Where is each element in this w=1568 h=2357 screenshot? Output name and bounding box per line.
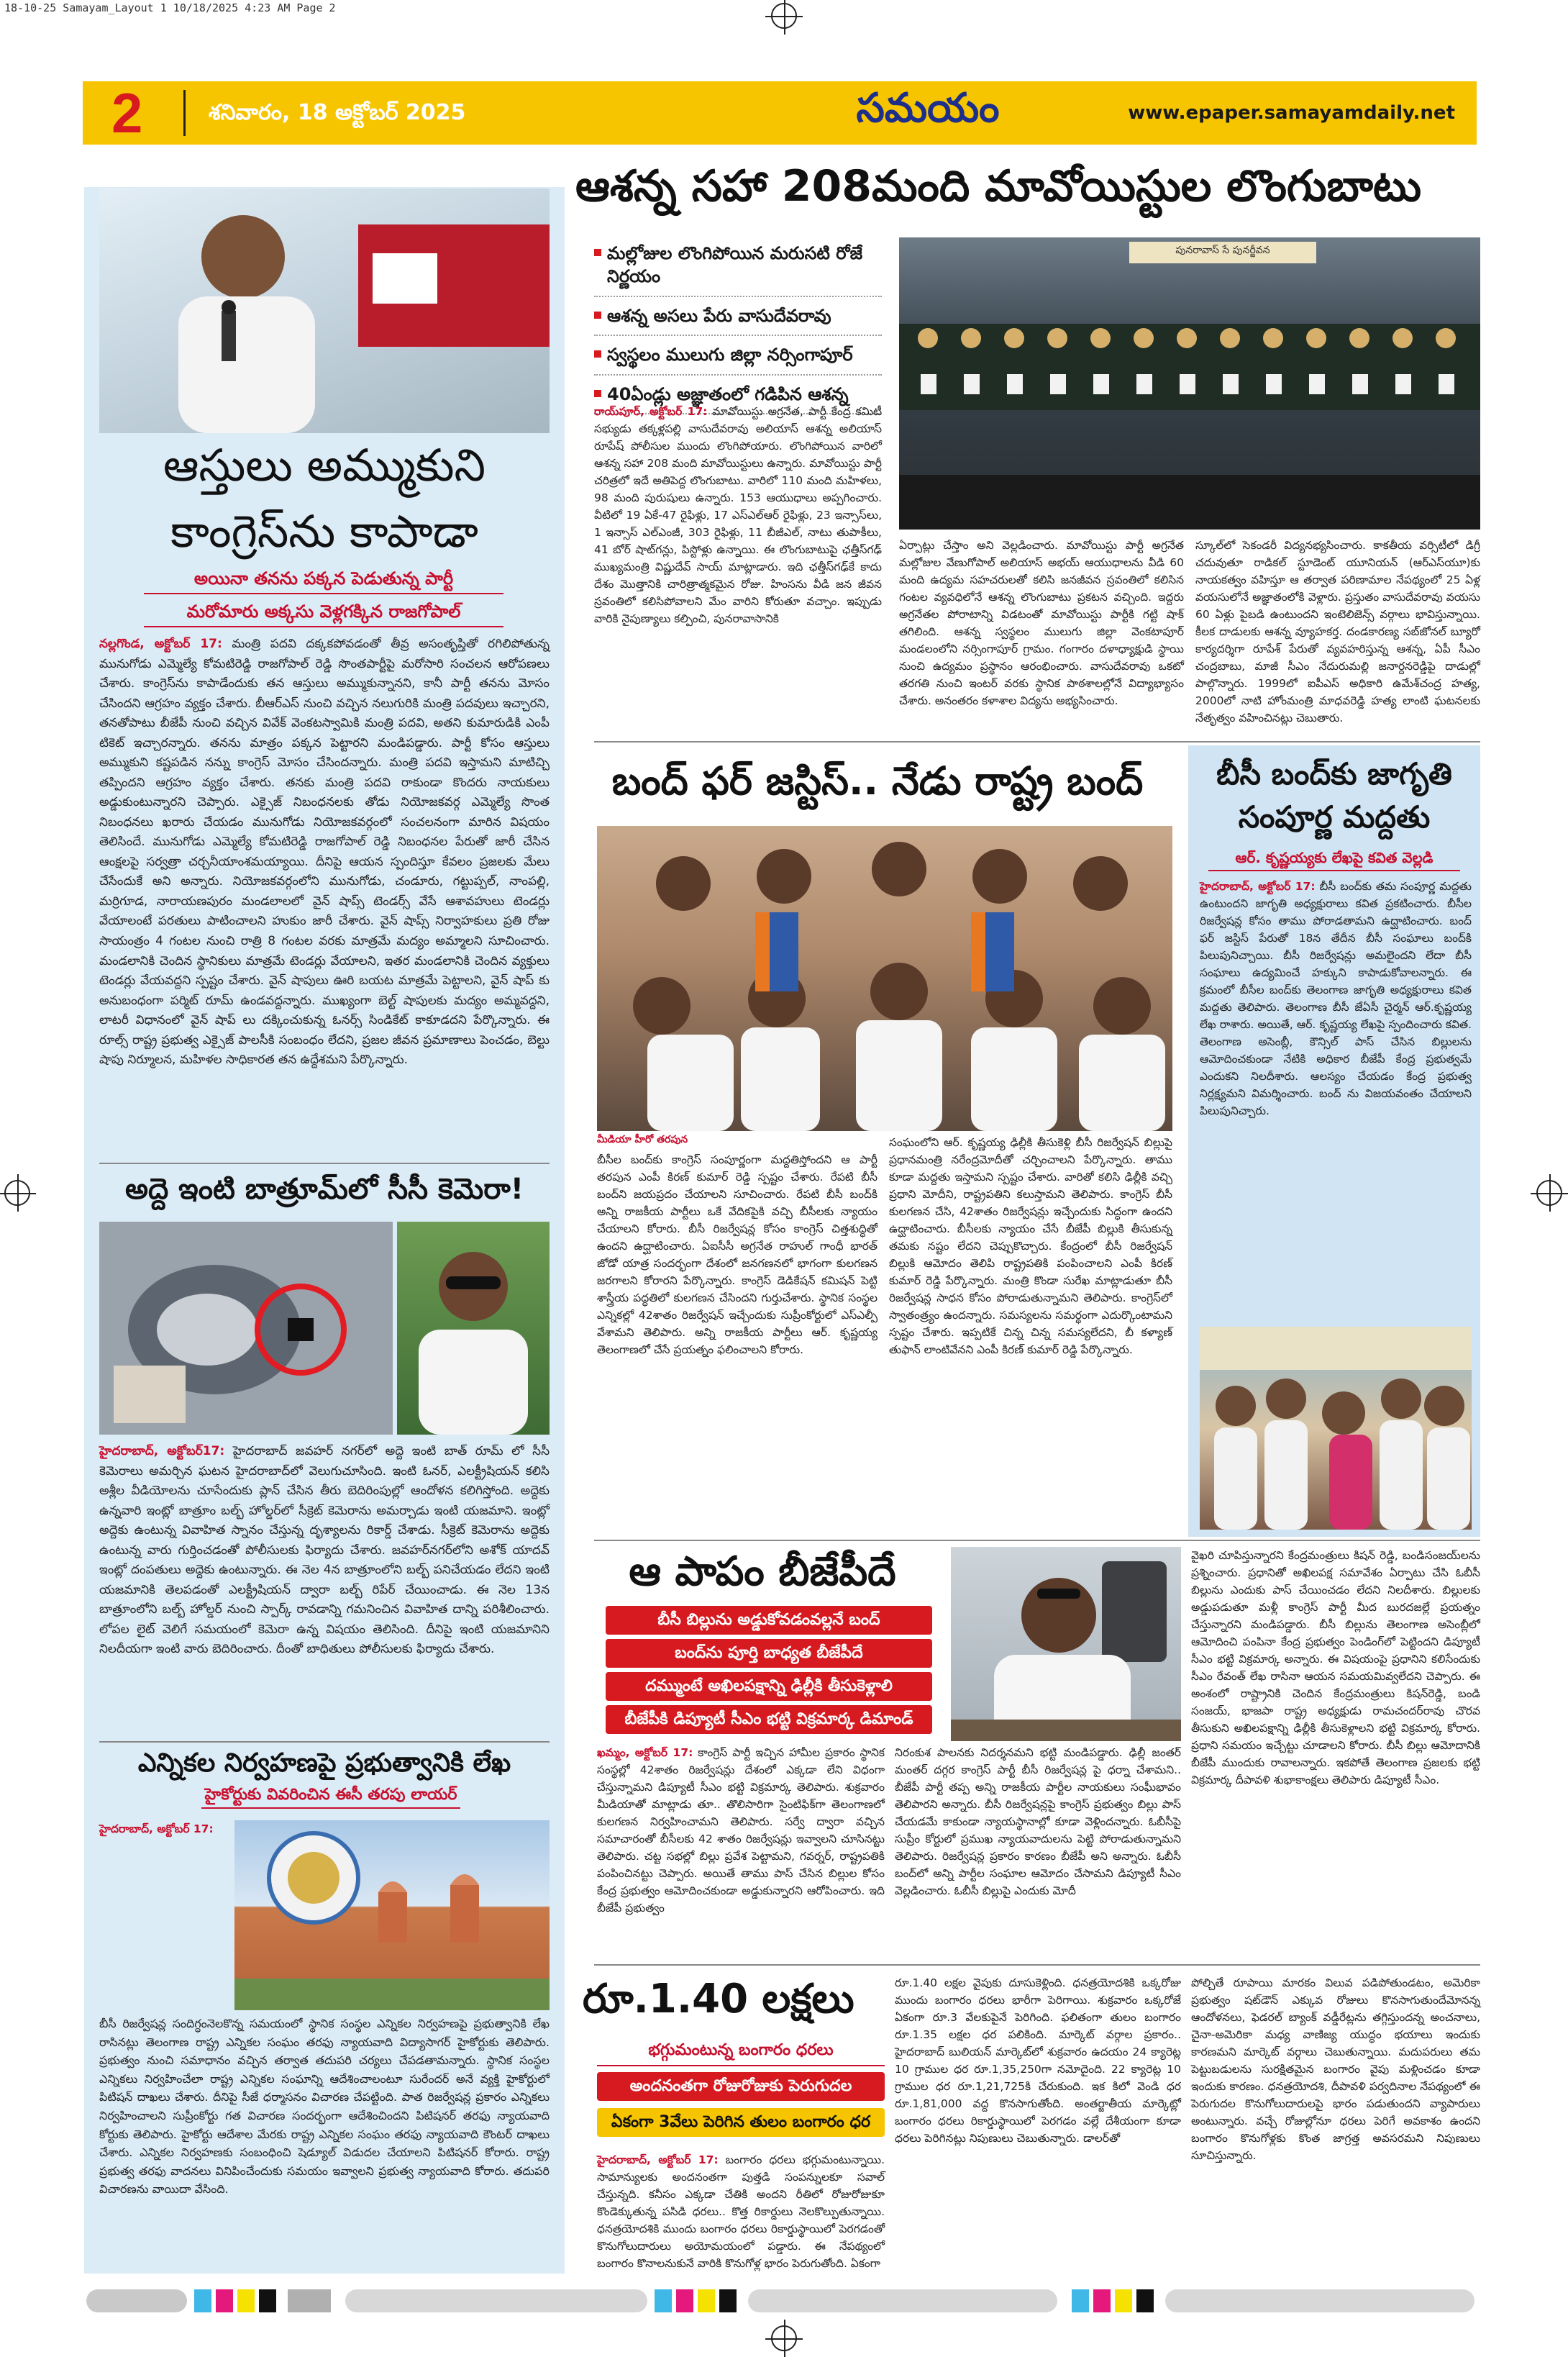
mid-rule xyxy=(594,1540,1480,1541)
main-bullet-1: మల్లోజుల లొంగిపోయిన మరుసటి రోజే నిర్ణయం xyxy=(594,235,882,297)
main-bullet-3: స్వస్థలం ములుగు జిల్లా నర్సింగాపూర్ xyxy=(594,336,882,375)
cctv-device-photo xyxy=(99,1222,393,1435)
registration-mark-left-icon xyxy=(4,1180,30,1206)
rajagopal-kicker-1: అయినా తనను పక్కన పెడుతున్న పార్టీ xyxy=(144,568,503,594)
strip-cyan-2 xyxy=(655,2289,672,2312)
page-number: 2 xyxy=(111,81,143,145)
main-dateline: రాయ్‌పూర్, అక్టోబర్ 17: xyxy=(594,405,708,418)
surrender-photo xyxy=(899,237,1480,530)
strip-cyan-3 xyxy=(1072,2289,1089,2312)
election-kicker: హైకోర్టుకు వివరించిన ఈసీ తరపు లాయర్ xyxy=(201,1786,460,1809)
lower-rule xyxy=(594,1964,1480,1966)
bjp-pill-2: బంద్‌ను పూర్తి బాధ్యత బీజేపీదే xyxy=(606,1639,932,1668)
gold-dateline: హైదరాబాద్, అక్టోబర్ 17: xyxy=(597,2153,719,2166)
strip-magenta-2 xyxy=(676,2289,693,2312)
strip-yellow-3 xyxy=(1115,2289,1132,2312)
rajagopal-dateline: నల్లగొండ, అక్టోబర్ 17: xyxy=(99,637,222,651)
newspaper-logo: సమయం xyxy=(856,84,1000,132)
main-body-col2: ఏర్పాట్లు చేస్తాం అని వెల్లడించారు. మావోయిస్టు పార్టీ అగ్రనేత మల్లోజుల వేణుగోపాల్ అలియాస్ అభయ్ ఆయుధాలను వీడి 60 మంది ఉద్యమ సహచరులతో కలిసి జనజీవన స్రవంతిలో కలిసిన గంటల వ్యవధిలోనే ఆశన్న లొంగుబాటు ప్రకటన వచ్చింది. ఇద్దరు అగ్రనేతల పోరాటాన్ని విడటంతో మావోయిస్టు పార్టీకి గట్టి షాక్ తగిలింది. ఆశన్న స్వస్థలం ములుగు జిల్లా వెంకటాపూర్ మండలంలోని నర్సింగాపూర్ గ్రామం. గంగారం దళాధ్యాక్షుడి స్థాయి నుంచి ఉద్యమం ప్రస్థానం ఆరంభించారు. వాసుదేవరావు ఒకటో తరగతి నుంచి ఇంటర్ వరకు స్థానిక పాఠశాలల్లోనే విద్యాభ్యాసం చేశారు. అనంతరం కళాశాల విద్యను అభ్యసించారు. xyxy=(899,539,1184,708)
strip-yellow-2 xyxy=(698,2289,715,2312)
strip-magenta-3 xyxy=(1093,2289,1111,2312)
print-slug: 18-10-25 Samayam_Layout 1 10/18/2025 4:23 AM Page 2 xyxy=(4,1,336,14)
main-body-col1 xyxy=(594,403,882,712)
cctv-body-text: హైదరాబాద్ జవహర్ నగర్‌లో అద్దె ఇంటి బాత్ రూమ్ లో సీసీ కెమెరాలు అమర్చిన ఘటన హైదరాబాద్‌లో వెలుగుచూసింది. ఇంటి ఓనర్, ఎలక్ట్రీషియన్ కలిసి అశ్లీల వీడియోలను చూసేందుకు ప్లాన్ చేసిన తీరు బెదిరింపుల్లో ఆందోళన కలిగిస్తోంది. అద్దెకు ఉన్నవారి ఇంట్లో బాత్రూం బల్బ్ హోల్డర్‌లో సీక్రెట్ కెమెరాను అమర్చాడు ఇంటి యజమాని. ఇంట్లో అద్దెకు ఉంటున్న వివాహిత స్నానం చేస్తున్న దృశ్యాలను రికార్డ్ చేశాడు. సీక్రెట్ కెమెరాను అద్దెకు ఉంటున్న వారు గుర్తించడంతో పోలీసులకు ఫిర్యాదు చేశారు. జవహర్‌నగర్‌లోని అశోక్ యాదవ్ ఇంట్లో దంపతులు అద్దెకు ఉంటున్నారు. ఈ నెల 4న బాత్రూంలోని బల్బ్ పనిచేయడం లేదని ఇంటి యజమానికి తెలపడంతో ఎలక్ట్రీషియన్ ద్వారా బల్బ్ రిపేర్ చేయించాడు. ఈ నెల 13న బాత్రూంలోని బల్బ్ హోల్డర్ నుంచి స్పార్క్ రావడాన్ని గమనించిన వివాహిత దాన్ని పరిశీలించారు. లోపల లైట్ వెలిగే సమయంలో కెమెరా ఉన్న విషయం తెలిసింది. దీనిపై ఇంటి యజమానిని నిలదీయగా ఇంటి వారు బెదిరించారు. దీంతో బాధితులు పోలీసులకు ఫిర్యాదు చేశారు. xyxy=(99,1444,550,1657)
rajagopal-body xyxy=(99,635,550,1160)
strip-black xyxy=(259,2289,276,2312)
registration-mark-top-icon xyxy=(771,3,797,29)
gold-body-col1 xyxy=(597,2151,885,2274)
bjp-body-col3: వైఖరి చూపిస్తున్నారని కేంద్రమంత్రులు కిషన్ రెడ్డి, బండిసంజయ్‌లను ప్రశ్నించారు. ప్రధానితో అఖిలపక్ష సమావేశం ఏర్పాటు చేసి ఓబీసీ బిల్లును ఎందుకు పాస్ చేయించడం లేదని నిలదీశారు. బిల్లులకు అడ్డుపడుతూ మళ్లీ కాంగ్రెస్ పార్టీ మీద బురదజల్లే ప్రయత్నం చేస్తున్నారని మండిపడ్డారు. బీసీ బిల్లును తెలంగాణ అసెంబ్లీలో ఆమోదించి పంపినా కేంద్ర ప్రభుత్వం పెండింగ్‌లో పెట్టిందని డిప్యూటీ సీఎం భట్టి విక్రమార్క అన్నారు. ఈ విషయంపై ప్రధానిని కలిసేందుకు సీఎం రేవంత్ లేఖ రాసినా ఆయన సమయమివ్వలేదని చెప్పారు. ఈ అంశంలో రాష్ట్రానికి చెందిన కేంద్రమంత్రులు కిషన్‌రెడ్డి, బండి సంజయ్, భాజపా రాష్ట్ర అధ్యక్షుడు రామచందర్‌రావు చొరవ తీసుకుని అఖిలపక్షాన్ని ఢిల్లీకి తీసుకెళ్లాలని భట్టి విక్రమార్క కోరారు. ప్రధాని సమయం ఇచ్చేట్టు చూడాలని కోరారు. బీసీ బిల్లు ఆమోదానికి బీజేపీ ముందుకు రావాలన్నారు. ఇకపోతే తెలంగాణ ప్రజలకు భట్టి విక్రమార్క దీపావళి శుభాకాంక్షలు తెలిపారు డిప్యూటీ సీఎం. xyxy=(1191,1549,1480,1787)
rajagopal-photo xyxy=(99,189,550,433)
strip-black-3 xyxy=(1136,2289,1154,2312)
bandh-headline: బంద్ ఫర్ జస్టిస్.. నేడు రాష్ట్ర బంద్ xyxy=(611,758,1144,804)
bc-bandh-body xyxy=(1200,878,1472,1324)
color-calibration-strip xyxy=(0,2282,1568,2322)
rajagopal-body-text: మంత్రి పదవి దక్కకపోవడంతో తీవ్ర అసంతృప్తితో రగిలిపోతున్న మునుగోడు ఎమ్మెల్యే కోమటిరెడ్డి రాజగోపాల్ రెడ్డి సొంతపార్టీపై మరోసారి సంచలన ఆరోపణలు చేశారు. కాంగ్రెస్‌ను కాపాడేందుకు తన ఆస్తులు అమ్ముకున్నానని, కానీ పార్టీ తనను మోసం చేసిందని ఆగ్రహం వ్యక్తం చేశారు. బీఆర్ఎస్ నుంచి వచ్చిన నలుగురికి మంత్రి పదవులు ఇచ్చారని, తనతోపాటు బీజేపీ నుంచి వచ్చిన వివేక్ వెంకటస్వామికి మంత్రి పదవి, అతని కుమారుడికి ఎంపీ టికెట్ ఇచ్చారన్నారు. తనను మాత్రం పక్కన పెట్టారని మండిపడ్డారు. పార్టీ కోసం ఆస్తులు అమ్ముకుని కష్టపడిన నన్ను కాంగ్రెస్ మోసం చేసిందన్నారు. మంత్రి పదవి ఇస్తామని మాటిచ్చి తప్పిందని ఆగ్రహం వ్యక్తం చేశారు. తనకు మంత్రి పదవి రాకుండా కొందరు నాయకులు అడ్డుకుంటున్నారని చెప్పారు. ఎక్సైజ్ నిబంధనలకు తోడు నియోజకవర్గ ఎమ్మెల్యే సొంత నిబంధనలు ఖరారు చేయడం మునుగోడు నియోజకవర్గంలో సంచలనంగా మారిన విషయం తెలిసిందే. మునుగోడు ఎమ్మెల్యే కోమటిరెడ్డి రాజగోపాల్ రెడ్డి నిబంధనల పేరుతో జారీ చేసిన ఆంక్షలపై సర్వత్రా చర్చనీయాంశమయ్యాయి. దీనిపై ఆయన స్పందిస్తూ కేవలం ప్రజలకు మేలు చేసేందుకే అని అన్నారు. నియోజకవర్గంలోని మునుగోడు, చండూరు, గట్టుప్పల్, నాంపల్లి, మర్రిగూడ, నారాయణపురం మండలాలలో వైన్ షాప్స్ టెండర్స్ వేసే ఆశావహులు టెండర్లు వేయాలంటే పరతులు పాటించాలని హుకుం జారీ చేశారు. వైన్ షాప్స్ నిర్వాహకులు ప్రతి రోజు సాయంత్రం 4 గంటల నుంచి రాత్రి 8 గంటల వరకు మాత్రమే మద్యం అమ్మాలని సూచించారు. మండలానికి చెందిన స్థానికులు మాత్రమే టెండర్లు వేయాలని, ఇతర మండలానికి చెందిన వ్యక్తులు టెండర్లు వేయవద్దని స్పష్టం చేశారు. వైన్ షాపులు ఊరి బయట మాత్రమే పెట్టాలని, వైన్ షాప్ కు అనుబంధంగా పర్మిట్ రూమ్ ఉండవద్దన్నారు. ముఖ్యంగా బెల్ట్ షాపులకు మద్యం అమ్మవద్దని, లాటరీ విధానంలో వైన్ షాప్ లు దక్కించుకున్న ఓనర్స్ సిండికేట్ కాకూడదని పేర్కొన్నారు. ఈ రూల్స్ రాష్ట్ర ప్రభుత్వ ఎక్సైజ్ పాలసీకి సంబంధం లేదని, ప్రజల జీవన ప్రమాణాలు పెంచడం, బెల్టు షాపు నిర్మూలన, మహిళల సాధికారత తన ఉద్దేశమని పేర్కొన్నారు. xyxy=(99,637,550,1068)
bc-bandh-body-text: బీసీ బంద్‌కు తమ సంపూర్ణ మద్దతు ఉంటుందని జాగృతి అధ్యక్షురాలు కవిత ప్రకటించారు. బీసీల రిజర్వేషన్ల కోసం తాము పోరాడతామని ఉద్ఘాటించారు. బంద్ ఫర్ జస్టిస్ పేరుతో 18న తేదీన బీసీ సంఘాలు బంద్‌కి పిలుపునిచ్చాయి. బీసీ రిజర్వేషన్లు అమలైందని లేదా బీసీ సంఘాలు ఉద్యమించే హక్కుని కాపాడుకోవాలన్నారు. ఈ క్రమంలో బీసీల బంద్‌కు తెలంగాణ జాగృతి అధ్యక్షురాలు కవిత మద్దతు తెలిపారు. తెలంగాణ బీసీ జేఏసీ చైర్మన్ ఆర్.కృష్ణయ్య లేఖ రాశారు. అయితే, ఆర్. కృష్ణయ్య లేఖపై స్పందించారు కవిత. తెలంగాణ అసెంబ్లీ, కౌన్సిల్ పాస్ చేసిన బిల్లులను ఆమోదించకుండా నేటికి అధికార బీజేపీ కేంద్ర ప్రభుత్వమే ఎందుకని నిలదీశారు. ఆలస్యం చేయడం కేంద్ర ప్రభుత్వ నిర్లక్ష్యమని విమర్శించారు. బంద్ ను విజయవంతం చేయాలని పిలుపునిచ్చారు. xyxy=(1200,880,1472,1118)
surrender-banner-text: పునరావాస్ సే పునర్జీవన xyxy=(1175,245,1270,256)
bhatti-photo xyxy=(951,1547,1181,1741)
strip-grey-4 xyxy=(748,2289,1057,2312)
strip-yellow xyxy=(237,2289,255,2312)
cctv-headline: అద్దె ఇంటి బాత్రూమ్‌లో సీసీ కెమెరా! xyxy=(125,1173,524,1206)
main-body-col1-text: మావోయిస్టు అగ్రనేత, పార్టీ కేంద్ర కమిటీ సభ్యుడు తక్కళ్లపల్లి వాసుదేవరావు అలియాస్ ఆశన్న అలియాస్ రూపేష్ పోలీసుల ముందు లొంగిపోయారు. లొంగిపోయిన వారిలో ఆశన్న సహా 208 మంది మావోయిస్టులు ఉన్నారు. మావోయిస్టు పార్టీ చరిత్రలో ఇదే అతిపెద్ద లొంగుబాటు. వారిలో 110 మంది మహిళలు, 98 మంది పురుషులు ఉన్నారు. 153 ఆయుధాలు అప్పగించారు. వీటిలో 19 ఏకే-47 రైఫిళ్లు, 17 ఎస్ఎల్ఆర్ రైఫిళ్లు, 23 ఇన్సాస్‌లు, 1 ఇన్సాస్ ఎల్ఎంజీ, 303 రైఫిళ్లు, 11 బీజీఎల్, నాటు తుపాకీలు, 41 బోర్ షాట్‌గన్లు, పిస్టోళ్లు ఉన్నాయి. ఈ లొంగుబాటుపై ఛత్తీస్‌గఢ్ ముఖ్యమంత్రి విష్ణుదేవ్ సాయ్ మాట్లాడారు. ఇది ఛత్తీస్‌గఢ్‌కే కాదు దేశం మొత్తానికి చారిత్రాత్మకమైన రోజు. హింసను వీడి జన జీవన స్రవంతిలో కలిసిపోవాలని మేం వారిని కోరుతూ వచ్చాం. ఇప్పుడు వారికి నైపుణ్యాలు కల్పించి, పునరావాసానికి xyxy=(594,405,882,626)
registration-mark-bottom-icon xyxy=(771,2325,797,2351)
strip-grey-2 xyxy=(288,2289,331,2312)
election-body-narrow xyxy=(99,1820,229,2015)
main-bullet-4: 40ఏండ్లు అజ్ఞాతంలో గడిపిన ఆశన్న xyxy=(594,376,882,414)
gold-pill-2: అందనంతగా రోజురోజుకు పెరుగుదల xyxy=(597,2072,885,2101)
strip-grey-1 xyxy=(86,2289,187,2312)
strip-cyan xyxy=(194,2289,211,2312)
gold-body-col1-text: బంగారం ధరలు భగ్గుమంటున్నాయి. సామాన్యులకు అందనంతగా పుత్తడి సంపన్నులకూ సవాల్ చేస్తున్నది. కనీసం ఎక్కడా చేతికి అందని రీతిలో రోజురోజుకూ కొండెక్కుతున్న పసిడి ధరలు.. కొత్త రికార్డులు నెలకొల్పుతున్నాయి. ధనత్రయోదశికి ముందు బంగారం ధరలు రికార్డుస్థాయిలో పెరగడంతో కొనుగోలుదారులు అయోమయంలో పడ్డారు. ఈ నేపథ్యంలో బంగారం కొనాలనుకునే వారికి కొనుగోళ్ల భారం పెరుగుతోంది. ఏకంగా xyxy=(597,2153,885,2271)
bjp-pill-3: దమ్ముంటే అఖిలపక్షాన్ని ఢిల్లీకి తీసుకెళ్లాలి xyxy=(606,1672,932,1701)
election-headline: ఎన్నికల నిర్వహణపై ప్రభుత్వానికి లేఖ xyxy=(137,1748,511,1778)
main-bullets xyxy=(594,235,882,414)
gold-body-col3: పోల్చితే రూపాయి మారకం విలువ పడిపోతుండటం, అమెరికా ప్రభుత్వం షట్‌డౌన్ ఎక్కువ రోజులు కొనసాగుతుందేమోనన్న ఆందోళనలు, ఫెడరల్ బ్యాంక్ వడ్డీరేట్లను తగ్గిస్తుందన్న అంచనాలు, చైనా-అమెరికా మధ్య వాణిజ్య యుద్ధం భయాలు ఇందుకు కారణమని మార్కెట్ వర్గాలు చెబుతున్నాయి. మదుపరులు తమ పెట్టుబడులను సురక్షితమైన బంగారం వైపు మళ్లించడం కూడా ఇందుకు కారణం. ధనత్రయోదశి, దీపావళి పర్వదినాల నేపథ్యంలో ఈ పెరుగుదల కొనుగోలుదారులపై భారం పడుతుందని వ్యాపారులు అంటున్నారు. వచ్చే రోజుల్లోనూ ధరలు పెరిగే అవకాశం ఉందని బంగారం కొనుగోళ్లకు కొంత జాగ్రత్త అవసరమని నిపుణులు సూచిస్తున్నారు. xyxy=(1191,1976,1480,2163)
bjp-body-col1 xyxy=(597,1744,885,1957)
bandh-body-col1: బీసీల బంద్‌కు కాంగ్రెస్ సంపూర్ణంగా మద్దతిస్తోందని ఆ పార్టీ తరపున ఎంపీ కిరణ్ కుమార్ రెడ్డి స్పష్టం చేశారు. రేపటి బీసీ బంద్‌ని జయప్రదం చేయాలని సూచించారు. రేపటి బీసీ బంద్‌కి అన్ని రాజకీయ పార్టీలు ఒకే వేదికపైకి వచ్చి బీసీలకు న్యాయం చేయాలని కోరారు. బీసీ రిజర్వేషన్ల కోసం కాంగ్రెస్ చిత్తశుద్ధితో ఉందని ఉద్ఘాటించారు. ఏఐసీసీ అగ్రనేత రాహుల్ గాంధీ భారత్ జోడో యాత్ర సందర్భంగా దేశంలో జనగణనలో భాగంగా కులగణన జరగాలని కోరారని పేర్కొన్నారు. కాంగ్రెస్ డెడికేషన్ కమిషన్ పెట్టి శాస్త్రీయ పద్ధతిలో కులగణన చేసిందని గుర్తుచేశారు. స్థానిక సంస్థల ఎన్నికల్లో 42శాతం రిజర్వేషన్ ఇచ్చేందుకు సుప్రీంకోర్టులో ఎస్ఎల్పీ వేశామని తెలిపారు. అన్ని రాజకీయ పార్టీలు ఆర్. కృష్ణయ్య తెలంగాణలో చేసే ప్రయత్నం ఫలించాలని కోరారు. xyxy=(597,1153,878,1357)
main-rule xyxy=(594,741,1480,742)
left-rule-2 xyxy=(99,1741,550,1743)
registration-mark-right-icon xyxy=(1536,1180,1562,1206)
bc-bandh-headline-1: బీసీ బంద్‌కు జాగృతి xyxy=(1216,756,1452,791)
strip-grey-5 xyxy=(1165,2289,1474,2312)
rajagopal-headline-2: కాంగ్రెస్‌ను కాపాడా xyxy=(170,505,478,558)
high-court-photo xyxy=(234,1820,550,2010)
bandh-body-col2: సంఘంలోని ఆర్. కృష్ణయ్య ఢిల్లీకి తీసుకెళ్లి బీసీ రిజర్వేషన్ బిల్లుపై ప్రధానమంత్రి నరేంద్రమోదీతో చర్చించాలని పేర్కొన్నారు. తాము కూడా మద్దతు ఇస్తామని స్పష్టం చేశారు. వారితో కలిసి ఢిల్లీకి వచ్చి ప్రధాని మోదీని, రాష్ట్రపతిని కలుస్తామని తెలిపారు. కాంగ్రెస్ బీసీ కులగణన చేసి, 42శాతం రిజర్వేషన్లు ఇచ్చేందుకు సిద్ధంగా ఉందని ఉద్ఘాటించారు. బీసీలకు న్యాయం చేసే బీజేపీ బిల్లుకి తీసుకున్న తమకు నష్టం లేదని చెప్పుకొచ్చారు. కేంద్రంలో బీసీ రిజర్వేషన్ బిల్లుకి ఆమోదం తెలిపి రాష్ట్రపతికి పంపించాలని ఎంపీ కిరణ్ కుమార్ రెడ్డి పేర్కొన్నారు. మంత్రి కొండా సురేఖ మాట్లాడుతూ బీసీ రిజర్వేషన్ల సాధన కోసం పోరాడుతున్నామని తెలిపారు. కాంగ్రెస్‌లో స్వాతంత్ర్యం ఉందన్నారు. సమస్యలను సమర్థంగా ఎదుర్కొంటామని స్పష్టం చేశారు. ఇప్పటికే చిన్న చిన్న సమస్యలేదని, బీ కళ్యాణ్ తుఫాన్ లాంటివేనని ఎంపీ కిరణ్ కుమార్ రెడ్డి పేర్కొన్నారు. xyxy=(889,1136,1172,1357)
gold-headline: రూ.1.40 లక్షలు xyxy=(583,1976,854,2022)
main-headline: ఆశన్న సహా 208మంది మావోయిస్టుల లొంగుబాటు xyxy=(575,161,1421,212)
bandh-photo-caption: మీడియా హీరో తరపున xyxy=(597,1134,688,1145)
gold-pill-3: ఏకంగా 3వేలు పెరిగిన తులం బంగారం ధర xyxy=(597,2108,885,2137)
bjp-body-col2: నిరంకుశ పాలనకు నిదర్శనమని భట్టి మండిపడ్డారు. ఢిల్లీ జంతర్ మంతర్ దగ్గర కాంగ్రెస్ పార్టీ బీసీ రిజర్వేషన్ల పై ధర్నా చేశామని.. బీజేపీ పార్టీ తప్ప అన్ని రాజకీయ పార్టీల నాయకులు సంఘీభావం తెలిపారని అన్నారు. బీసీ రిజర్వేషన్లపై కాంగ్రెస్ ప్రభుత్వం బిల్లు పాస్ చేయడమే కాకుండా న్యాయస్థానాల్లో కూడా వెళ్లిందన్నారు. ఓబీసీపై సుప్రీం కోర్టులో ప్రముఖ న్యాయవాదులను పెట్టి పోరాడుతున్నామని తెలిపారు. రిజర్వేషన్ల ప్రకారం కారణం బీజేపీ అని అన్నారు. ఓబీసీ బంద్‌లో అన్ని పార్టీల సంఘాల ఆమోదం చేసామని డిప్యూటీ సీఎం వెల్లడించారు. ఓబీసీ బిల్లుపై ఎందుకు మోదీ xyxy=(895,1746,1181,1898)
cctv-body xyxy=(99,1442,550,1740)
bjp-dateline: ఖమ్మం, అక్టోబర్ 17: xyxy=(597,1746,693,1759)
bjp-body-col1-text: కాంగ్రెస్ పార్టీ ఇచ్చిన హామీల ప్రకారం స్థానిక సంస్థల్లో 42శాతం రిజర్వేషన్లు దేశంలో ఎక్కడా లేని విధంగా చేస్తున్నామని డిప్యూటీ సీఎం భట్టి విక్రమార్క తెలిపారు. శుక్రవారం మీడియాతో మాట్లాడు తూ.. తొలిసారిగా సైంటిఫిక్‌గా తెలంగాణలో కులగణన నిర్వహించామని తెలిపారు. సర్వే ద్వారా వచ్చిన సమాచారంతో బీసీలకు 42 శాతం రిజర్వేషన్లు ఇవ్వాలని చూసినట్టు తెలిపారు. చట్ట సభల్లో బిల్లు ప్రవేశ పెట్టామని, గవర్నర్, రాష్ట్రపతికి పంపించినట్టు చెప్పారు. అయితే తాము పాస్ చేసిన బిల్లుల కోసం కేంద్ర ప్రభుత్వం ఆమోదించకుండా అడ్డుకున్నారని ఆరోపించారు. ఇది బీజేపీ ప్రభుత్వం xyxy=(597,1746,885,1915)
strip-black-2 xyxy=(719,2289,737,2312)
gold-pill-1: భగ్గుమంటున్న బంగారం ధరలు xyxy=(597,2036,885,2066)
bjp-headline: ఆ పాపం బీజేపీదే xyxy=(629,1548,896,1595)
rajagopal-kicker-2: మరోమారు అక్కసు వెళ్లగక్కిన రాజగోపాల్ xyxy=(144,601,503,627)
bc-bandh-headline-2: సంపూర్ణ మద్దతు xyxy=(1238,799,1431,835)
epaper-website[interactable]: www.epaper.samayamdaily.net xyxy=(1128,102,1455,124)
kavitha-photo xyxy=(1200,1327,1472,1530)
bandh-photo xyxy=(597,826,1172,1131)
issue-date: శనివారం, 18 అక్టోబర్ 2025 xyxy=(209,100,466,125)
strip-grey-3 xyxy=(345,2289,647,2312)
header-divider xyxy=(183,90,186,136)
left-rule-1 xyxy=(99,1163,550,1164)
election-dateline: హైదరాబాద్, అక్టోబర్ 17: xyxy=(99,1822,214,1835)
bjp-pill-1: బీసీ బిల్లును అడ్డుకోవడంవల్లనే బంద్ xyxy=(606,1606,932,1635)
bc-bandh-kicker: ఆర్. కృష్ణయ్యకు లేఖపై కవిత వెల్లడి xyxy=(1208,849,1460,871)
strip-magenta xyxy=(216,2289,233,2312)
main-body-col3: స్కూల్‌లో సెకండరీ విద్యనభ్యసించారు. కాకతీయ వర్సిటీలో డిగ్రీ చదువుతూ రాడికల్ స్టూడెంట్ యూనియన్ (ఆర్ఎస్‌యూ)కు నాయకత్వం వహిస్తూ ఆ తర్వాత పరిణామాల నేపథ్యంలో 25 ఏళ్ల వయసులోనే అజ్ఞాతంలోకి వెళ్లారు. ప్రస్తుతం వాసుదేవరావు వయసు 60 ఏళ్లు పైబడి ఉంటుందని ఇంటెలిజెన్స్ వర్గాలు భావిస్తున్నాయి. కీలక దాడులకు ఆశన్న వ్యూహకర్త. దండకారణ్య సబ్‌జోనల్ బ్యూరో కార్యదర్శిగా రూపేశ్ పేరుతో వ్యవహరిస్తున్న ఆశన్న, ఏపీ సీఎం చంద్రబాబు, మాజీ సీఎం నేదురుమల్లి జనార్దనరెడ్డిపై దాడుల్లో పాల్గొన్నారు. 1999లో ఐపీఎస్ అధికారి ఉమేశ్‌చంద్ర హత్య, 2000లో నాటి హోంమంత్రి మాధవరెడ్డి హత్య లాంటి ఘటనలకు నేతృత్వం వహించినట్లు చెబుతారు. xyxy=(1195,539,1480,725)
cctv-dateline: హైదరాబాద్, అక్టోబర్17: xyxy=(99,1444,225,1458)
bc-bandh-dateline: హైదరాబాద్, అక్టోబర్ 17: xyxy=(1200,880,1316,893)
page-header xyxy=(83,81,1477,145)
gold-body-col2: రూ.1.40 లక్షల వైపుకు దూసుకెళ్లింది. ధనత్రయోదశికి ఒక్కరోజు ముందు బంగారం ధరలు భారీగా పెరిగాయి. శుక్రవారం ఒక్కరోజే ఏకంగా రూ.3 వేలకుపైనే పెరిగింది. ఫలితంగా తులం బంగారం రూ.1.35 లక్షల ధర పలికింది. మార్కెట్ వర్గాల ప్రకారం.. హైదరాబాద్ బులియన్ మార్కెట్‌లో శుక్రవారం ఉదయం 24 క్యారెట్ల 10 గ్రాముల ధర రూ.1,35,250గా నమోదైంది. 22 క్యారెట్ల 10 గ్రాముల ధర రూ.1,21,725కి చేరుకుంది. ఇక కిలో వెండి ధర రూ.1,81,000 వద్ద కొనసాగుతోంది. అంతర్జాతీయ మార్కెట్లో బంగారం ధరలు రికార్డుస్థాయిలో పెరగడం వల్లే దేశీయంగా కూడా ధరలు పెరిగినట్లు నిపుణులు చెబుతున్నారు. డాలర్‌తో xyxy=(895,1976,1181,2145)
election-body: బీసీ రిజర్వేషన్ల సందిగ్ధంనెలకొన్న సమయంలో స్థానిక సంస్థల ఎన్నికల నిర్వహణపై ప్రభుత్వానికి లేఖ రాసినట్లు తెలంగాణ రాష్ట్ర ఎన్నికల సంఘం తరఫు న్యాయవాది విద్యాసాగర్ హైకోర్టుకు తెలిపారు. ప్రభుత్వం నుంచి సమాధానం వచ్చిన తర్వాత తదుపరి చర్యలు చేపడతామన్నారు. స్థానిక సంస్థల ఎన్నికలు నిర్వహించేలా రాష్ట్ర ఎన్నికల సంఘాన్ని ఆదేశించాలంటూ సురేందర్ అనే వ్యక్తి హైకోర్టులో పిటిషన్ దాఖలు చేశారు. దీనిపై సీజే ధర్మాసనం విచారణ చేపట్టింది. పాత రిజర్వేషన్ల ప్రకారం ఎన్నికలు నిర్వహించాలని సుప్రీంకోర్టు గత విచారణ సందర్భంగా ఆదేశించిందని పిటిషనర్ తరఫు న్యాయవాది కోర్టుకు తెలిపారు. హైకోర్టు ఆదేశాల మేరకు రాష్ట్ర ఎన్నికల సంఘం తరఫు న్యాయవాది కౌంటర్ దాఖలు చేశారు. ఎన్నికల నిర్వహణకు సంబంధించి షెడ్యూల్ విడుదల చేయాలని పిటిషనర్ కోరారు. రాష్ట్ర ప్రభుత్వ తరఫు వాదనలు వినిపించేందుకు సమయం ఇవ్వాలని ప్రభుత్వ న్యాయవాది కోరారు. తదుపరి విచారణను వాయిదా వేసింది. xyxy=(99,2017,550,2197)
bjp-pill-4: బీజేపీకి డిప్యూటీ సీఎం భట్టి విక్రమార్క డిమాండ్ xyxy=(606,1705,932,1734)
accused-photo xyxy=(397,1222,550,1435)
main-bullet-2: ఆశన్న అసలు పేరు వాసుదేవరావు xyxy=(594,297,882,336)
rajagopal-headline-1: ఆస్తులు అమ్ముకుని xyxy=(163,439,486,491)
